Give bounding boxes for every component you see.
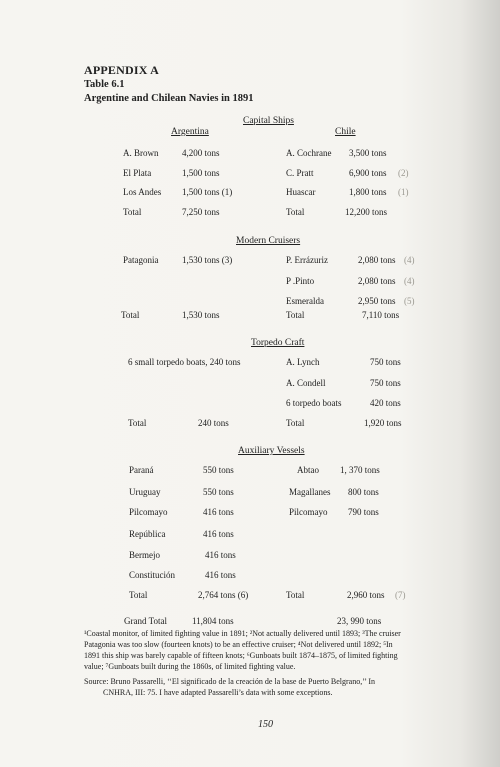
- total-label: Total: [286, 418, 305, 428]
- footnote-ref: (1): [398, 187, 409, 197]
- ship-name: Uruguay: [129, 487, 161, 497]
- ship-name: Los Andes: [123, 187, 162, 197]
- ship-name: Pilcomayo: [129, 507, 168, 517]
- footnote-ref: (4): [404, 276, 415, 286]
- footnote-ref: (5): [404, 296, 415, 306]
- footnote-line: 1891 this ship was barely capable of fifteen knots; ⁶Gunboats built 1874–1875, of limited fighting: [84, 651, 398, 660]
- total-tonnage: 12,200 tons: [345, 207, 388, 217]
- ship-name: 6 torpedo boats: [286, 398, 342, 408]
- total-label: Total: [286, 590, 305, 600]
- ship-name: Abtao: [297, 465, 319, 475]
- ship-tonnage: 416 tons: [203, 507, 234, 517]
- ship-name: A. Brown: [123, 148, 159, 158]
- ship-name: P. Errázuriz: [286, 255, 328, 265]
- total-tonnage: 1,530 tons: [182, 310, 220, 320]
- appendix-heading: APPENDIX A: [84, 63, 160, 77]
- ship-name: A. Cochrane: [286, 148, 332, 158]
- ship-tonnage: 416 tons: [205, 550, 236, 560]
- ship-name: Bermejo: [129, 550, 160, 560]
- section-heading-torpedo: Torpedo Craft: [251, 338, 305, 348]
- ship-tonnage: 4,200 tons: [182, 148, 220, 158]
- ship-name: Constitución: [129, 570, 176, 580]
- ship-tonnage: 6,900 tons: [349, 168, 387, 178]
- table-title: Argentine and Chilean Navies in 1891: [84, 93, 254, 104]
- ship-tonnage: 2,080 tons: [358, 255, 396, 265]
- total-label: Total: [129, 590, 148, 600]
- section-heading-capital: Capital Ships: [243, 116, 294, 126]
- ship-tonnage: 3,500 tons: [349, 148, 387, 158]
- total-tonnage: 2,764 tons (6): [198, 590, 249, 600]
- ship-name: El Plata: [123, 168, 152, 178]
- ship-tonnage: 550 tons: [203, 465, 234, 475]
- total-tonnage: 240 tons: [198, 418, 229, 428]
- total-label: Total: [286, 207, 305, 217]
- ship-tonnage: 416 tons: [205, 570, 236, 580]
- ship-name: Huascar: [286, 187, 316, 197]
- footnote-line: Patagonia was too slow (fourteen knots) to be an effective cruiser; ⁴Not delivered until 1892; ⁵In: [84, 640, 393, 649]
- total-tonnage: 7,110 tons: [362, 310, 400, 320]
- ship-tonnage: 750 tons: [370, 357, 401, 367]
- ship-name: Pilcomayo: [289, 507, 328, 517]
- total-label: Total: [121, 310, 140, 320]
- total-tonnage: 1,920 tons: [364, 418, 402, 428]
- total-tonnage: 2,960 tons: [347, 590, 385, 600]
- total-tonnage: 7,250 tons: [182, 207, 220, 217]
- column-heading-chile: Chile: [335, 127, 356, 137]
- ship-tonnage: 750 tons: [370, 378, 401, 388]
- column-heading-argentina: Argentina: [171, 127, 209, 137]
- ship-tonnage: 1,530 tons (3): [182, 255, 233, 265]
- ship-tonnage: 2,950 tons: [358, 296, 396, 306]
- source-line: CNHRA, III: 75. I have adapted Passarelli’s data with some exceptions.: [103, 688, 333, 697]
- ship-name: A. Condell: [286, 378, 326, 388]
- footnote-ref: (7): [395, 590, 406, 600]
- grand-total-label: Grand Total: [124, 616, 167, 626]
- ship-tonnage: 1,500 tons: [182, 168, 220, 178]
- ship-tonnage: 800 tons: [348, 487, 379, 497]
- ship-name: República: [129, 529, 166, 539]
- page-number: 150: [258, 719, 273, 730]
- footnote-ref: (2): [398, 168, 409, 178]
- footnote-line: ¹Coastal monitor, of limited fighting value in 1891; ²Not actually delivered until 1893; ³The cruiser: [84, 629, 401, 638]
- source-line: Source: Bruno Passarelli, ‘‘El significado de la creación de la base de Puerto Belgrano,’’ In: [84, 677, 376, 686]
- ship-tonnage: 1, 370 tons: [340, 465, 380, 475]
- ship-name: 6 small torpedo boats, 240 tons: [128, 357, 241, 367]
- section-heading-auxiliary: Auxiliary Vessels: [238, 446, 305, 456]
- ship-name: C. Pratt: [286, 168, 314, 178]
- ship-tonnage: 416 tons: [203, 529, 234, 539]
- total-label: Total: [123, 207, 142, 217]
- total-label: Total: [128, 418, 147, 428]
- grand-total-argentina: 11,804 tons: [192, 616, 234, 626]
- footnote-ref: (4): [404, 255, 415, 265]
- ship-name: Magallanes: [289, 487, 331, 497]
- ship-name: Esmeralda: [286, 296, 324, 306]
- section-heading-cruisers: Modern Cruisers: [236, 236, 301, 246]
- ship-tonnage: 420 tons: [370, 398, 401, 408]
- ship-tonnage: 2,080 tons: [358, 276, 396, 286]
- ship-name: Paraná: [129, 465, 154, 475]
- footnote-line: value; ⁷Gunboats built during the 1860s, of limited fighting value.: [84, 662, 296, 671]
- ship-name: P .Pinto: [286, 276, 315, 286]
- ship-tonnage: 1,500 tons (1): [182, 187, 233, 197]
- total-label: Total: [286, 310, 305, 320]
- ship-name: Patagonia: [123, 255, 159, 265]
- grand-total-chile: 23, 990 tons: [337, 616, 382, 626]
- ship-tonnage: 790 tons: [348, 507, 379, 517]
- ship-tonnage: 1,800 tons: [349, 187, 387, 197]
- table-number: Table 6.1: [84, 79, 125, 90]
- ship-tonnage: 550 tons: [203, 487, 234, 497]
- ship-name: A. Lynch: [286, 357, 320, 367]
